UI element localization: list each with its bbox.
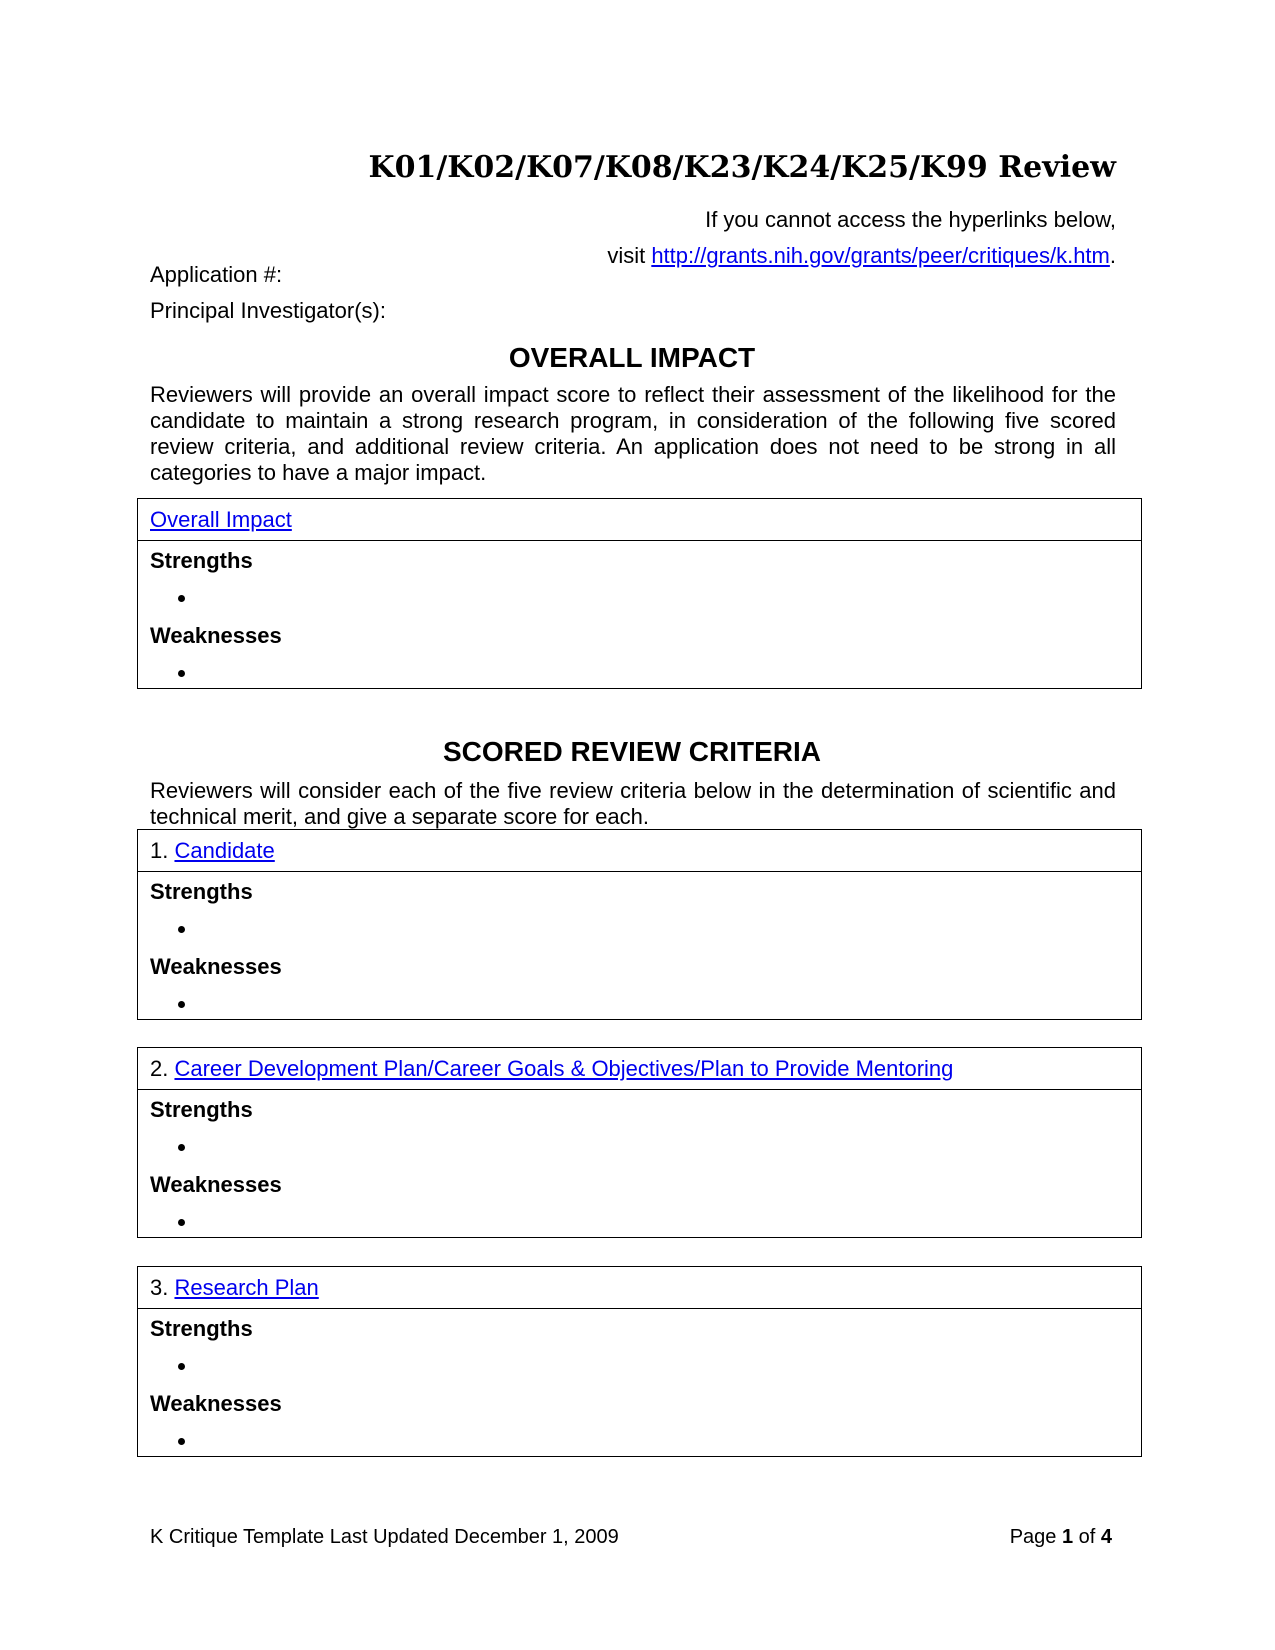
strengths-bullet[interactable] xyxy=(198,910,1129,947)
scored-review-criteria-heading: SCORED REVIEW CRITERIA xyxy=(442,736,822,767)
criterion-number: 1. xyxy=(150,838,175,863)
access-note-line2 xyxy=(148,238,1116,274)
weaknesses-label: Weaknesses xyxy=(150,623,282,648)
access-note xyxy=(148,202,1116,274)
weaknesses-bullet[interactable] xyxy=(198,654,1129,691)
page-of-word: of xyxy=(1073,1526,1101,1548)
weaknesses-bullet[interactable] xyxy=(198,1422,1129,1459)
criterion-header xyxy=(138,830,1141,872)
strengths-label: Strengths xyxy=(150,1097,253,1122)
page-title: K01/K02/K07/K08/K23/K24/K25/K99 Review xyxy=(368,150,1116,185)
criterion-header xyxy=(138,499,1141,541)
criterion-box-candidate xyxy=(137,829,1142,1020)
strengths-label: Strengths xyxy=(150,1316,253,1341)
criterion-body xyxy=(138,541,1141,691)
strengths-label: Strengths xyxy=(150,879,253,904)
criterion-header xyxy=(138,1267,1141,1309)
strengths-list xyxy=(150,579,1129,616)
criterion-header xyxy=(138,1048,1141,1090)
research-plan-link[interactable]: Research Plan xyxy=(174,1275,319,1300)
strengths-bullet[interactable] xyxy=(198,1347,1129,1384)
criterion-body xyxy=(138,872,1141,1022)
strengths-label: Strengths xyxy=(150,548,253,573)
strengths-bullet[interactable] xyxy=(198,579,1129,616)
principal-investigator-field: Principal Investigator(s): xyxy=(150,298,386,323)
weaknesses-bullet[interactable] xyxy=(198,1203,1129,1240)
scored-review-criteria-description: Reviewers will consider each of the five review criteria below in the determination of scientific and technical merit, and give a separate score for each. xyxy=(150,778,1116,829)
criterion-number: 3. xyxy=(150,1275,175,1300)
overall-impact-description: Reviewers will provide an overall impact score to reflect their assessment of the likelihood for the candidate to maintain a strong research program, in consideration of the following five scored review criteria, and additional review criteria. An application does not need to be strong in all categories to have a major impact. xyxy=(150,382,1116,485)
strengths-bullet[interactable] xyxy=(198,1128,1129,1165)
criterion-body xyxy=(138,1090,1141,1240)
overall-impact-box xyxy=(137,498,1142,689)
application-number-field: Application #: xyxy=(150,262,283,287)
criterion-box-research-plan xyxy=(137,1266,1142,1457)
weaknesses-bullet[interactable] xyxy=(198,985,1129,1022)
criterion-body xyxy=(138,1309,1141,1459)
criterion-number: 2. xyxy=(150,1056,175,1081)
weaknesses-list xyxy=(150,1203,1129,1240)
strengths-list xyxy=(150,910,1129,947)
access-note-line1: If you cannot access the hyperlinks below, xyxy=(705,207,1116,232)
candidate-link[interactable]: Candidate xyxy=(174,838,275,863)
weaknesses-list xyxy=(150,654,1129,691)
strengths-list xyxy=(150,1347,1129,1384)
criterion-box-career-development xyxy=(137,1047,1142,1238)
page-word: Page xyxy=(1009,1526,1062,1548)
overall-impact-heading: OVERALL IMPACT xyxy=(508,342,756,373)
page-total: 4 xyxy=(1100,1526,1112,1548)
weaknesses-label: Weaknesses xyxy=(150,954,282,979)
access-note-period: . xyxy=(1109,243,1116,268)
weaknesses-label: Weaknesses xyxy=(150,1391,282,1416)
weaknesses-label: Weaknesses xyxy=(150,1172,282,1197)
critiques-url-link[interactable]: http://grants.nih.gov/grants/peer/critiques/k.htm xyxy=(651,243,1110,268)
overall-impact-link[interactable]: Overall Impact xyxy=(150,507,292,532)
footer-template-note: K Critique Template Last Updated December 1, 2009 xyxy=(150,1526,619,1548)
weaknesses-list xyxy=(150,985,1129,1022)
strengths-list xyxy=(150,1128,1129,1165)
weaknesses-list xyxy=(150,1422,1129,1459)
page-current: 1 xyxy=(1061,1526,1074,1548)
visit-label: visit xyxy=(607,243,652,268)
page-number xyxy=(900,1523,1112,1551)
career-development-plan-link[interactable]: Career Development Plan/Career Goals & Objectives/Plan to Provide Mentoring xyxy=(174,1056,954,1081)
